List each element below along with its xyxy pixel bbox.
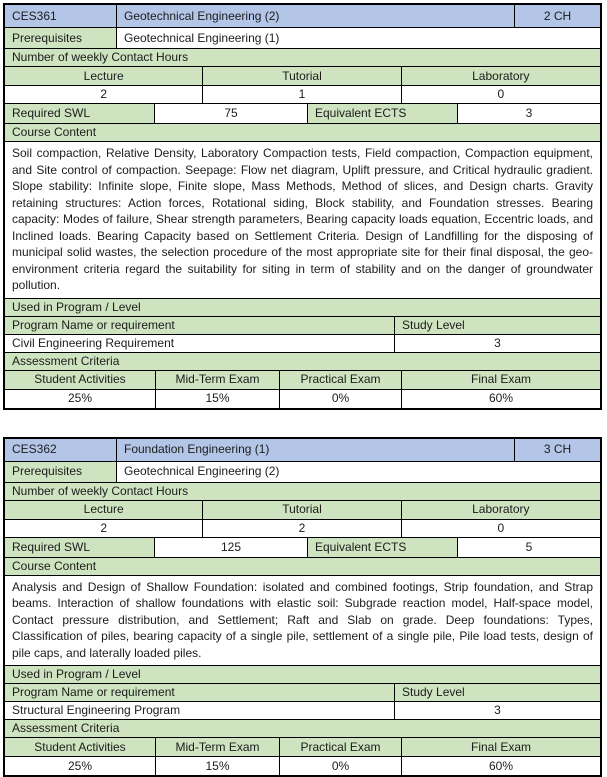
course-title: Foundation Engineering (1) bbox=[117, 439, 515, 461]
prerequisites-row bbox=[5, 462, 600, 483]
program-value-row bbox=[5, 702, 600, 720]
course-content-section-row bbox=[5, 124, 600, 142]
midterm-exam-header: Mid-Term Exam bbox=[156, 738, 280, 756]
prerequisites-label: Prerequisites bbox=[5, 28, 117, 48]
contact-hours-value-row bbox=[5, 520, 600, 538]
tutorial-header: Tutorial bbox=[203, 67, 401, 85]
final-exam-value: 60% bbox=[402, 757, 600, 775]
equivalent-ects-label: Equivalent ECTS bbox=[308, 538, 458, 557]
used-in-program-section-header: Used in Program / Level bbox=[5, 666, 600, 683]
final-exam-header: Final Exam bbox=[402, 738, 600, 756]
credit-hours: 3 CH bbox=[515, 439, 600, 461]
assessment-section-row bbox=[5, 353, 600, 371]
course-content-text: Analysis and Design of Shallow Foundation: isolated and combined footings, Strip foundation, and Strap beams. Interaction of shallow foundations with elastic soil: Subgrade reaction model, Half-space model, Contact pressure distribution, and Settlement; Raft and Slab on grade. Deep foundations: Types, Classification of piles, bearing capacity of a single pile, settlement of a single pile, Pile load tests, design of pile caps, and laterally loaded piles. bbox=[5, 576, 600, 666]
contact-hours-value-row bbox=[5, 86, 600, 104]
course-table-ces362 bbox=[3, 437, 602, 777]
assessment-section-header: Assessment Criteria bbox=[5, 353, 600, 370]
assessment-section-row bbox=[5, 720, 600, 738]
required-swl-label: Required SWL bbox=[5, 104, 155, 123]
used-in-program-section-header: Used in Program / Level bbox=[5, 299, 600, 316]
study-level-value: 3 bbox=[395, 335, 600, 352]
course-code: CES362 bbox=[5, 439, 117, 461]
laboratory-value: 0 bbox=[402, 520, 600, 537]
final-exam-header: Final Exam bbox=[402, 371, 600, 389]
lecture-value: 2 bbox=[5, 86, 203, 103]
course-code: CES361 bbox=[5, 5, 117, 27]
midterm-exam-value: 15% bbox=[156, 757, 280, 775]
contact-hours-header-row bbox=[5, 67, 600, 86]
program-value-row bbox=[5, 335, 600, 353]
student-activities-header: Student Activities bbox=[5, 738, 156, 756]
program-name-value: Structural Engineering Program bbox=[5, 702, 395, 719]
prerequisites-value: Geotechnical Engineering (1) bbox=[117, 28, 600, 48]
required-swl-value: 75 bbox=[155, 104, 308, 123]
practical-exam-header: Practical Exam bbox=[280, 371, 402, 389]
student-activities-value: 25% bbox=[5, 390, 156, 408]
contact-hours-section-header: Number of weekly Contact Hours bbox=[5, 483, 600, 500]
tutorial-value: 1 bbox=[203, 86, 401, 103]
assessment-section-header: Assessment Criteria bbox=[5, 720, 600, 737]
course-header-row bbox=[5, 5, 600, 28]
practical-exam-value: 0% bbox=[280, 390, 402, 408]
assessment-value-row bbox=[5, 757, 600, 775]
program-name-value: Civil Engineering Requirement bbox=[5, 335, 395, 352]
program-name-header: Program Name or requirement bbox=[5, 317, 395, 334]
study-level-header: Study Level bbox=[395, 317, 600, 334]
swl-ects-row bbox=[5, 104, 600, 124]
swl-ects-row bbox=[5, 538, 600, 558]
laboratory-header: Laboratory bbox=[402, 501, 600, 519]
used-in-program-section-row bbox=[5, 299, 600, 317]
practical-exam-value: 0% bbox=[280, 757, 402, 775]
laboratory-value: 0 bbox=[402, 86, 600, 103]
lecture-header: Lecture bbox=[5, 501, 203, 519]
student-activities-value: 25% bbox=[5, 757, 156, 775]
course-title: Geotechnical Engineering (2) bbox=[117, 5, 515, 27]
lecture-header: Lecture bbox=[5, 67, 203, 85]
practical-exam-header: Practical Exam bbox=[280, 738, 402, 756]
assessment-value-row bbox=[5, 390, 600, 408]
tutorial-value: 2 bbox=[203, 520, 401, 537]
credit-hours: 2 CH bbox=[515, 5, 600, 27]
equivalent-ects-label: Equivalent ECTS bbox=[308, 104, 458, 123]
equivalent-ects-value: 5 bbox=[458, 538, 600, 557]
laboratory-header: Laboratory bbox=[402, 67, 600, 85]
contact-hours-header-row bbox=[5, 501, 600, 520]
contact-hours-section-row bbox=[5, 49, 600, 67]
midterm-exam-header: Mid-Term Exam bbox=[156, 371, 280, 389]
student-activities-header: Student Activities bbox=[5, 371, 156, 389]
prerequisites-value: Geotechnical Engineering (2) bbox=[117, 462, 600, 482]
course-content-section-header: Course Content bbox=[5, 558, 600, 575]
assessment-header-row bbox=[5, 738, 600, 757]
contact-hours-section-row bbox=[5, 483, 600, 501]
final-exam-value: 60% bbox=[402, 390, 600, 408]
midterm-exam-value: 15% bbox=[156, 390, 280, 408]
equivalent-ects-value: 3 bbox=[458, 104, 600, 123]
course-content-section-header: Course Content bbox=[5, 124, 600, 141]
course-table-ces361 bbox=[3, 3, 602, 410]
required-swl-label: Required SWL bbox=[5, 538, 155, 557]
study-level-header: Study Level bbox=[395, 684, 600, 701]
prerequisites-row bbox=[5, 28, 600, 49]
course-header-row bbox=[5, 439, 600, 462]
study-level-value: 3 bbox=[395, 702, 600, 719]
program-header-row bbox=[5, 317, 600, 335]
contact-hours-section-header: Number of weekly Contact Hours bbox=[5, 49, 600, 66]
lecture-value: 2 bbox=[5, 520, 203, 537]
program-name-header: Program Name or requirement bbox=[5, 684, 395, 701]
assessment-header-row bbox=[5, 371, 600, 390]
course-content-text: Soil compaction, Relative Density, Laboratory Compaction tests, Field compaction, Compaction equipment, and Site control of compaction. Seepage: Flow net diagram, Uplift pressure, and Critical hydraulic gradient. Slope stability: Infinite slope, Finite slope, Mass Methods, Method of slices, and Design charts. Gravity retaining structures: Action forces, Rotational siding, Block stability, and Foundation stresses. Bearing capacity: Modes of failure, Shear strength parameters, Bearing capacity loads equation, Eccentric loads, and Inclined loads. Bearing Capacity based on Settlement Criteria. Design of Landfilling for the disposing of municipal solid wastes, the selection procedure of the most appropriate site for their final disposal, the geo-environment criteria regard the suitability for siting in term of stability and on the danger of groundwater pollution. bbox=[5, 142, 600, 298]
prerequisites-label: Prerequisites bbox=[5, 462, 117, 482]
course-content-section-row bbox=[5, 558, 600, 576]
course-content-row bbox=[5, 142, 600, 299]
course-content-row bbox=[5, 576, 600, 667]
used-in-program-section-row bbox=[5, 666, 600, 684]
program-header-row bbox=[5, 684, 600, 702]
required-swl-value: 125 bbox=[155, 538, 308, 557]
tutorial-header: Tutorial bbox=[203, 501, 401, 519]
